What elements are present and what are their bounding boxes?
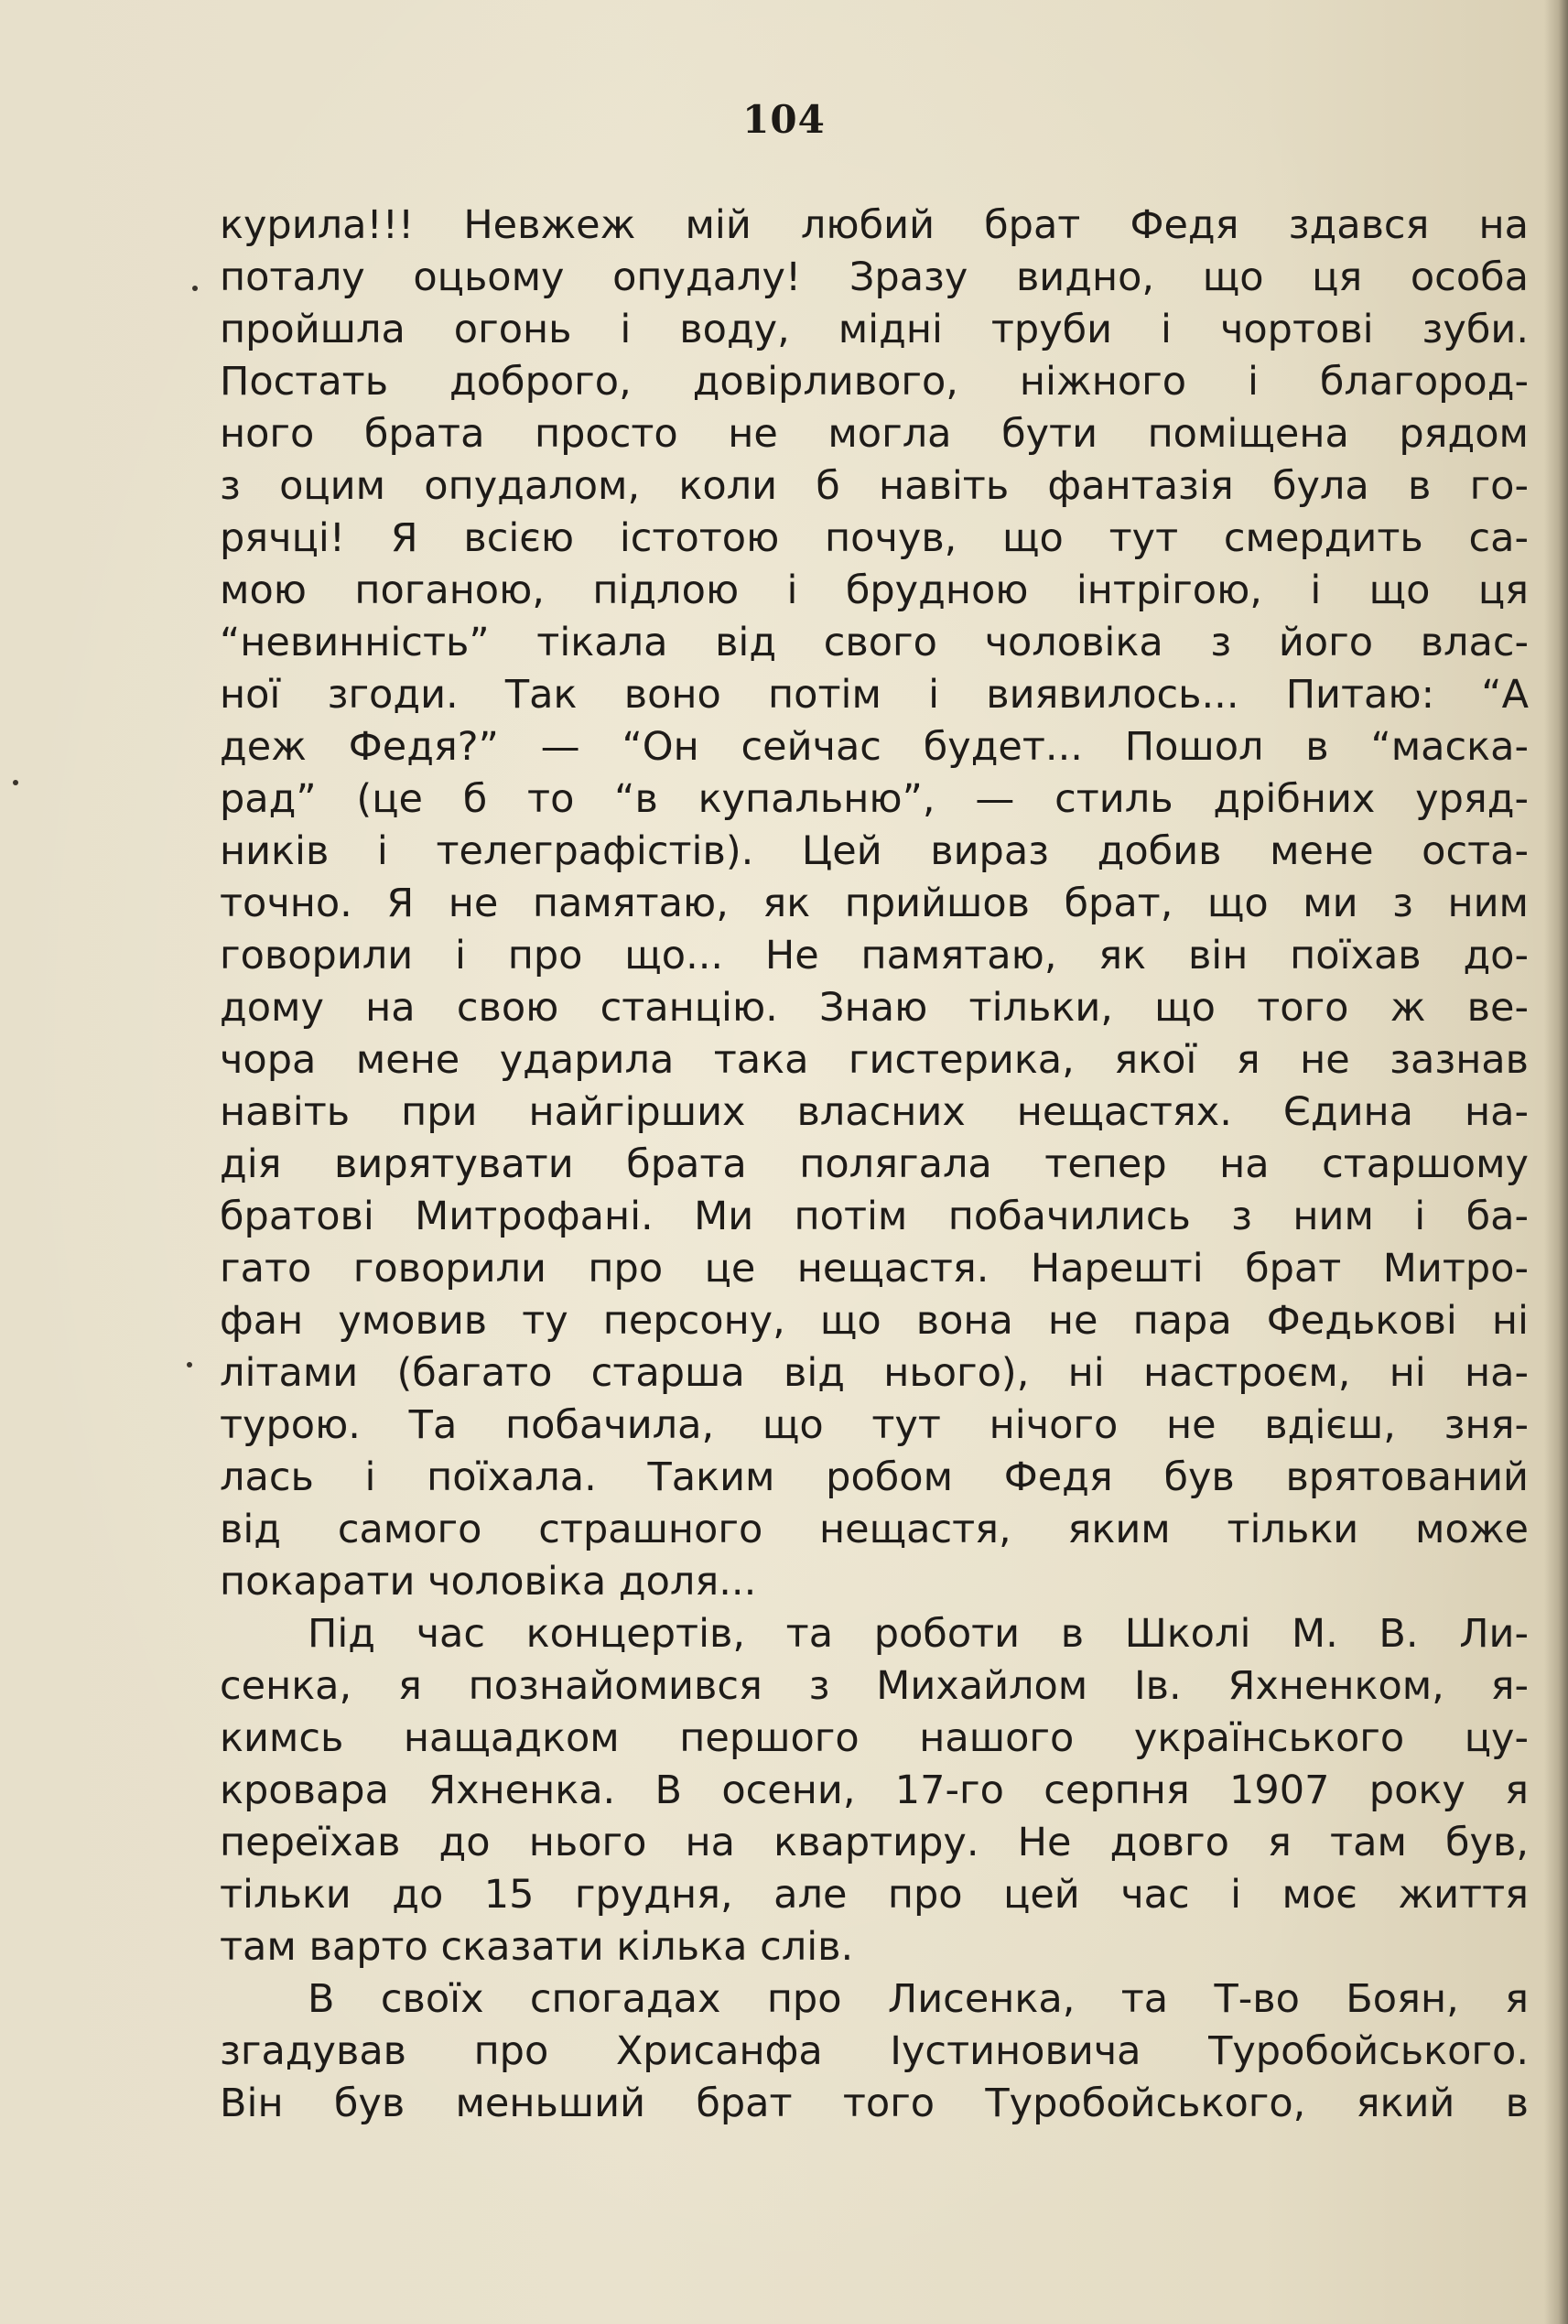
text-line: пройшла огонь і воду, мідні труби і чортові зуби.: [220, 307, 1529, 352]
text-line: дому на свою станцію. Знаю тільки, що того ж ве-: [220, 985, 1529, 1031]
text-line: говорили і про що... Не памятаю, як він поїхав до-: [220, 933, 1529, 978]
text-line: В своїх спогадах про Лисенка, та Т-во Боян, я: [308, 1976, 1529, 2022]
text-line: від самого страшного нещастя, яким тільки може: [220, 1507, 1529, 1552]
text-line: “невинність” тікала від свого чоловіка з його влас-: [220, 620, 1529, 665]
text-line: сенка, я познайомився з Михайлом Ів. Яхненком, я-: [220, 1663, 1529, 1709]
speck-mark: [192, 286, 198, 291]
text-line: братові Митрофані. Ми потім побачились з ним і ба-: [220, 1194, 1529, 1239]
text-line: лась і поїхала. Таким робом Федя був врятований: [220, 1454, 1529, 1500]
text-line: покарати чоловіка доля...: [220, 1559, 757, 1605]
text-line: кимсь нащадком першого нашого українського цу-: [220, 1715, 1529, 1761]
text-line: курила!!! Невжеж мій любий брат Федя здався на: [220, 202, 1529, 248]
speck-mark: [13, 780, 18, 785]
text-line: дія вирятувати брата полягала тепер на старшому: [220, 1141, 1529, 1187]
speck-mark: [187, 1362, 192, 1367]
text-line: ників і телеграфістів). Цей вираз добив мене оста-: [220, 828, 1529, 874]
text-line: фан умовив ту персону, що вона не пара Федькові ні: [220, 1298, 1529, 1344]
text-line: тільки до 15 грудня, але про цей час і моє життя: [220, 1872, 1529, 1918]
text-line: навіть при найгірших власних нещастях. Єдина на-: [220, 1089, 1529, 1135]
text-line: ного брата просто не могла бути поміщена рядом: [220, 411, 1529, 457]
text-line: гато говорили про це нещастя. Нарешті брат Митро-: [220, 1246, 1529, 1292]
book-spine-shadow: [1544, 0, 1568, 2324]
text-line: турою. Та побачила, що тут нічого не вдієш, зня-: [220, 1402, 1529, 1448]
text-line: переїхав до нього на квартиру. Не довго я там був,: [220, 1820, 1529, 1865]
text-line: з оцим опудалом, коли б навіть фантазія була в го-: [220, 463, 1529, 509]
text-line: мою поганою, підлою і брудною інтрігою, і що ця: [220, 567, 1529, 613]
text-line: ної згоди. Так воно потім і виявилось... Питаю: “А: [220, 672, 1529, 718]
page-text: [220, 200, 1529, 2130]
text-line: деж Федя?” — “Он сейчас будет... Пошол в “маска-: [220, 724, 1529, 770]
text-line: точно. Я не памятаю, як прийшов брат, що ми з ним: [220, 881, 1529, 926]
text-line: літами (багато старша від нього), ні настроєм, ні на-: [220, 1350, 1529, 1396]
page-number: 104: [742, 97, 826, 142]
text-line: згадував про Хрисанфа Іустиновича Туробойського.: [220, 2028, 1529, 2074]
text-line: рад” (це б то “в купальню”, — стиль дрібних уряд-: [220, 776, 1529, 822]
text-line: там варто сказати кілька слів.: [220, 1924, 854, 1970]
text-line: кровара Яхненка. В осени, 17-го серпня 1907 року я: [220, 1767, 1529, 1813]
text-line: рячці! Я всією істотою почув, що тут смердить са-: [220, 515, 1529, 561]
text-line: Постать доброго, довірливого, ніжного і благород-: [220, 359, 1529, 405]
text-line: чора мене ударила така гистерика, якої я не зазнав: [220, 1037, 1529, 1083]
text-line: поталу оцьому опудалу! Зразу видно, що ця особа: [220, 254, 1529, 300]
text-line: Під час концертів, та роботи в Школі М. В. Ли-: [308, 1611, 1529, 1657]
text-line: Він був меньший брат того Туробойського, який в: [220, 2081, 1529, 2126]
